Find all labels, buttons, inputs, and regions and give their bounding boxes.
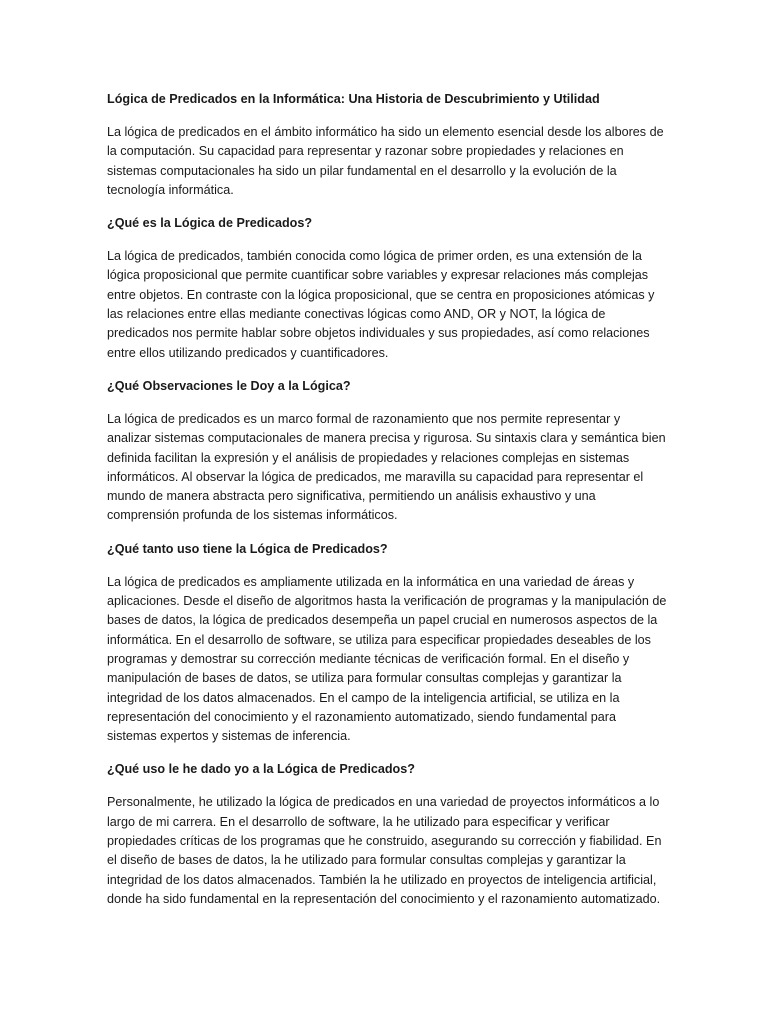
personal-use-paragraph: Personalmente, he utilizado la lógica de predicados en una variedad de proyectos informáticos a lo largo de mi carrera. En el desarrollo de software, la he utilizado para especificar y verificar propiedades críticas de los programas que he construido, asegurando su corrección y fiabilidad. En el diseño de bases de datos, la he utilizado para formular consultas complejas y garantizar la integridad de los datos almacenados. También la he utilizado en proyectos de inteligencia artificial, donde ha sido fundamental en la representación del conocimiento y el razonamiento automatizado. (107, 795, 662, 906)
observations-paragraph: La lógica de predicados es un marco formal de razonamiento que nos permite representar y analizar sistemas computacionales de manera precisa y rigurosa. Su sintaxis clara y semántica bien definida facilitan la expresión y el análisis de propiedades y relaciones complejas en sistemas informáticos. Al observar la lógica de predicados, me maravilla su capacidad para representar el mundo de manera abstracta pero significativa, permitiendo un análisis exhaustivo y una comprensión profunda de los sistemas informáticos. (107, 411, 666, 523)
intro-section (107, 123, 667, 200)
document-title: Lógica de Predicados en la Informática: Una Historia de Descubrimiento y Utilidad (107, 92, 600, 106)
observations-section (107, 377, 667, 526)
section-heading-usage: ¿Qué tanto uso tiene la Lógica de Predicados? (107, 541, 388, 556)
definition-section (107, 214, 667, 363)
section-heading-observations: ¿Qué Observaciones le Doy a la Lógica? (107, 378, 351, 393)
document-page (107, 90, 667, 909)
usage-section (107, 540, 667, 747)
usage-paragraph: La lógica de predicados es ampliamente utilizada en la informática en una variedad de áreas y aplicaciones. Desde el diseño de algoritmos hasta la verificación de programas y la manipulación de bases de datos, la lógica de predicados desempeña un papel crucial en numerosos aspectos de la informática. En el desarrollo de software, se utiliza para especificar propiedades deseables de los programas y demostrar su corrección mediante técnicas de verificación formal. En el diseño y manipulación de bases de datos, se utiliza para formular consultas complejas y garantizar la integridad de los datos almacenados. En el campo de la inteligencia artificial, se utiliza en la representación del conocimiento y el razonamiento automatizado, siendo fundamental para sistemas expertos y sistemas de inferencia. (107, 574, 667, 744)
definition-paragraph: La lógica de predicados, también conocida como lógica de primer orden, es una extensión de la lógica proposicional que permite cuantificar sobre variables y expresar relaciones más complejas entre objetos. En contraste con la lógica proposicional, que se centra en proposiciones atómicas y las relaciones entre ellas mediante conectivas lógicas como AND, OR y NOT, la lógica de predicados nos permite hablar sobre objetos individuales y sus propiedades, así como relaciones entre ellos utilizando predicados y cuantificadores. (107, 249, 655, 360)
section-heading-personal-use: ¿Qué uso le he dado yo a la Lógica de Predicados? (107, 762, 415, 777)
section-heading-definition: ¿Qué es la Lógica de Predicados? (107, 216, 313, 231)
personal-use-section (107, 760, 667, 909)
intro-paragraph: La lógica de predicados en el ámbito informático ha sido un elemento esencial desde los albores de la computación. Su capacidad para representar y razonar sobre propiedades y relaciones en sistemas computacionales ha sido un pilar fundamental en el desarrollo y la evolución de la tecnología informática. (107, 125, 664, 197)
